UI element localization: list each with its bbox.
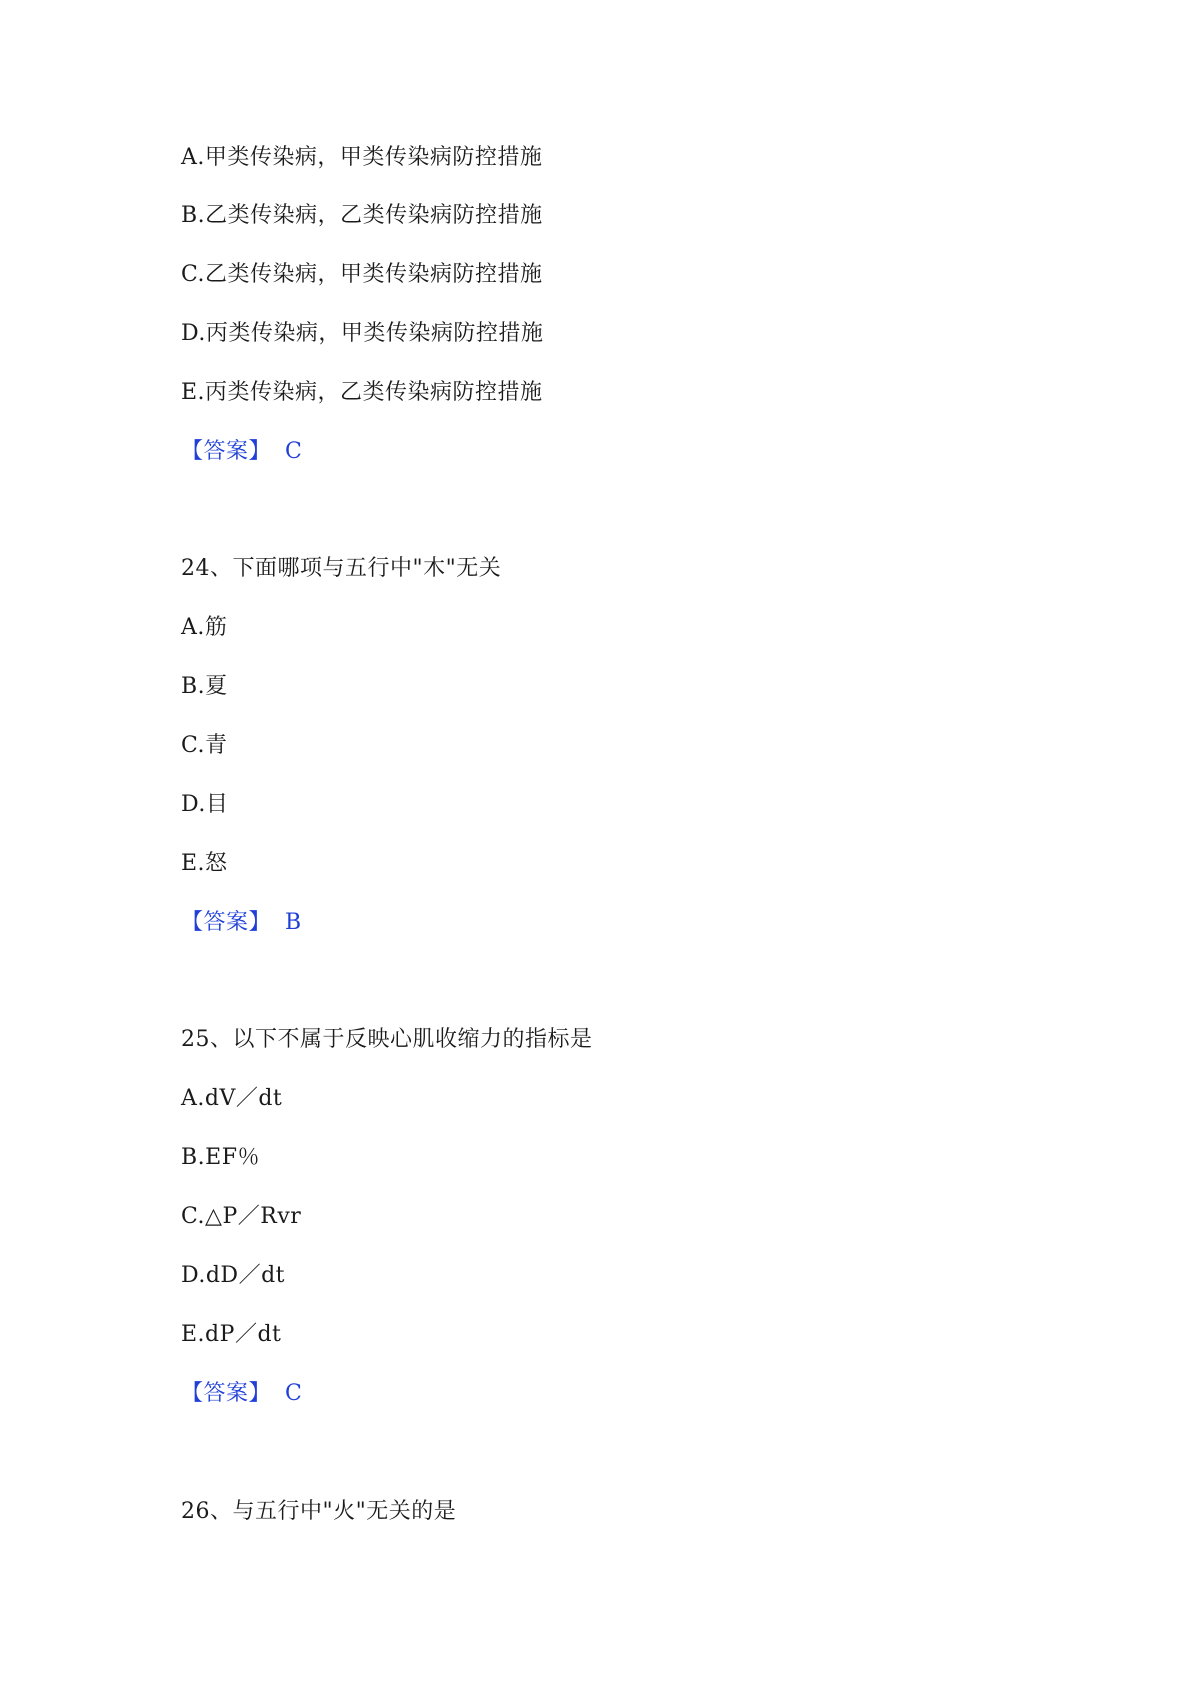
- q24-answer-value: B: [285, 910, 302, 935]
- q24-answer: [181, 908, 302, 938]
- q24-option-a: A.筋: [181, 615, 228, 640]
- q24-option-d: D.目: [181, 792, 229, 817]
- q24-option-b: B.夏: [181, 674, 228, 699]
- q25-question: 25、以下不属于反映心肌收缩力的指标是: [181, 1027, 593, 1052]
- q25-answer-label: 【答案】: [181, 1381, 272, 1406]
- q25-option-a: A.dV／dt: [181, 1086, 283, 1111]
- q25-answer-value: C: [285, 1381, 303, 1406]
- q23-answer: [181, 437, 302, 467]
- q24-question: 24、下面哪项与五行中"木"无关: [181, 556, 502, 581]
- q23-answer-value: C: [285, 439, 303, 464]
- q23-option-d: D.丙类传染病，甲类传染病防控措施: [181, 321, 544, 346]
- q25-option-b: B.EF％: [181, 1145, 260, 1170]
- q25-answer: [181, 1379, 302, 1409]
- q25-option-e: E.dP／dt: [181, 1322, 282, 1347]
- q23-option-b: B.乙类传染病，乙类传染病防控措施: [181, 203, 543, 228]
- q24-answer-label: 【答案】: [181, 910, 272, 935]
- q23-option-c: C.乙类传染病，甲类传染病防控措施: [181, 262, 543, 287]
- q24-option-c: C.青: [181, 733, 228, 758]
- q23-answer-label: 【答案】: [181, 439, 272, 464]
- q25-option-c: C.△P／Rvr: [181, 1204, 302, 1229]
- q24-option-e: E.怒: [181, 851, 228, 876]
- q26-question: 26、与五行中"火"无关的是: [181, 1499, 457, 1524]
- q25-option-d: D.dD／dt: [181, 1263, 285, 1288]
- q23-option-e: E.丙类传染病，乙类传染病防控措施: [181, 380, 543, 405]
- q23-option-a: A.甲类传染病，甲类传染病防控措施: [181, 145, 543, 170]
